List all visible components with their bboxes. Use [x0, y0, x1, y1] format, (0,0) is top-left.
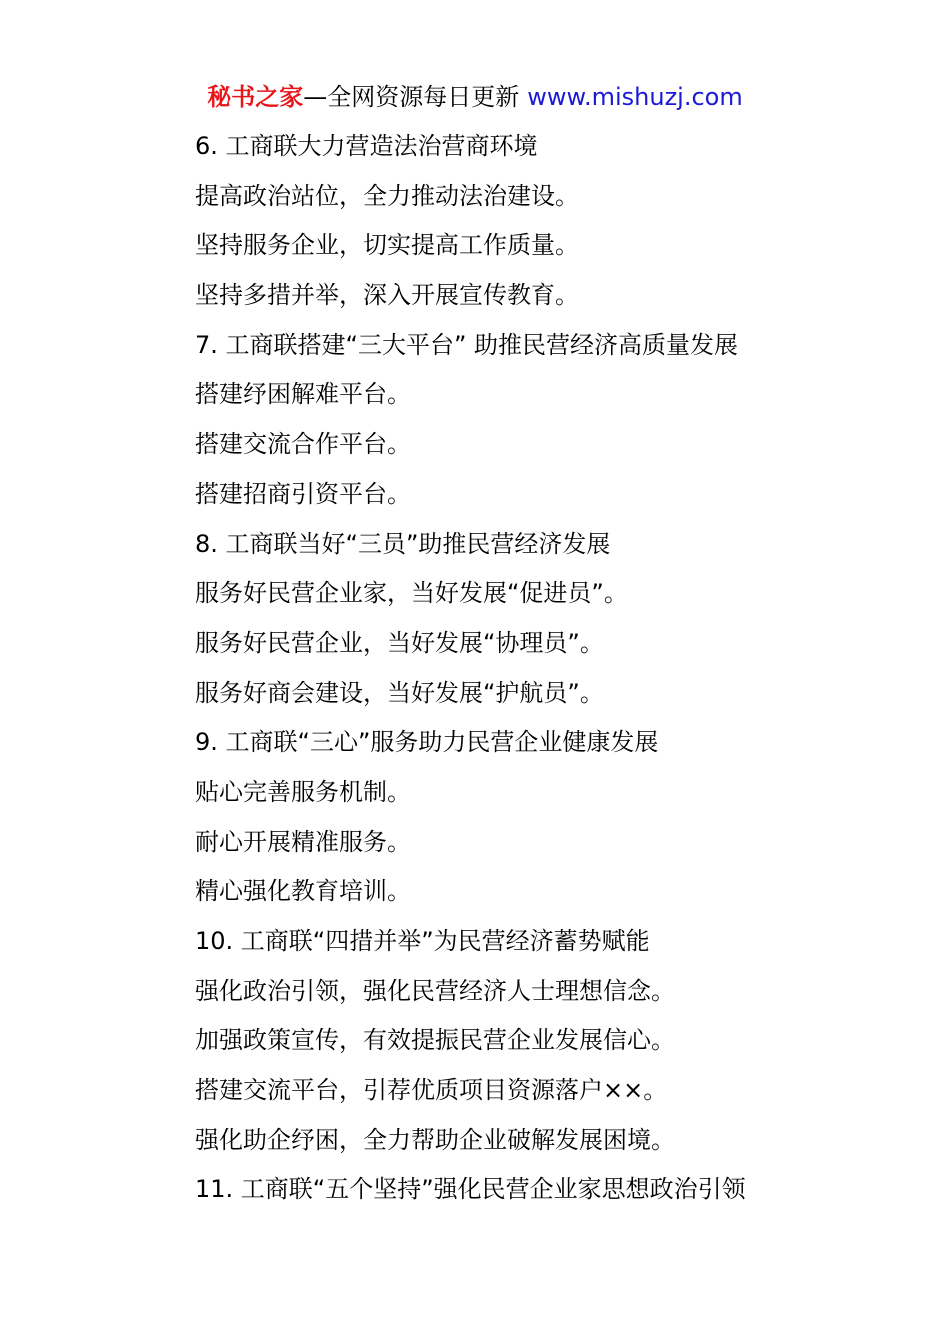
page-header	[0, 80, 950, 114]
heading-item-11: 11. 工商联“五个坚持”强化民营企业家思想政治引领	[195, 1175, 746, 1204]
heading-item-6: 6. 工商联大力营造法治营商环境	[195, 132, 538, 160]
text-line: 强化助企纾困，全力帮助企业破解发展困境。	[195, 1125, 675, 1154]
text-line: 耐心开展精准服务。	[195, 827, 411, 856]
heading-item-7: 7. 工商联搭建“三大平台” 助推民营经济高质量发展	[195, 330, 739, 359]
text-line: 坚持多措并举，深入开展宣传教育。	[195, 281, 579, 310]
text-line: 提高政治站位，全力推动法治建设。	[195, 181, 579, 210]
text-line: 搭建招商引资平台。	[195, 479, 411, 508]
heading-item-8: 8. 工商联当好“三员”助推民营经济发展	[195, 529, 611, 558]
text-line: 精心强化教育培训。	[195, 877, 411, 906]
text-line: 贴心完善服务机制。	[195, 777, 411, 806]
text-line: 服务好商会建设，当好发展“护航员”。	[195, 678, 604, 707]
text-line: 强化政治引领，强化民营经济人士理想信念。	[195, 976, 675, 1005]
text-line: 加强政策宣传，有效提振民营企业发展信心。	[195, 1026, 675, 1055]
heading-item-9: 9. 工商联“三心”服务助力民营企业健康发展	[195, 728, 659, 757]
text-line: 服务好民营企业家，当好发展“促进员”。	[195, 579, 628, 608]
site-url[interactable]: www.mishuzj.com	[527, 83, 743, 111]
text-line: 坚持服务企业，切实提高工作质量。	[195, 231, 579, 260]
heading-item-10: 10. 工商联“四措并举”为民营经济蓄势赋能	[195, 927, 650, 955]
brand-tagline: —全网资源每日更新	[303, 83, 520, 111]
text-line: 服务好民营企业，当好发展“协理员”。	[195, 628, 604, 657]
document-body	[195, 122, 935, 1215]
brand-name: 秘书之家	[207, 83, 304, 111]
text-line: 搭建交流平台，引荐优质项目资源落户××。	[195, 1076, 668, 1105]
text-line: 搭建纾困解难平台。	[195, 380, 411, 409]
text-line: 搭建交流合作平台。	[195, 430, 411, 459]
